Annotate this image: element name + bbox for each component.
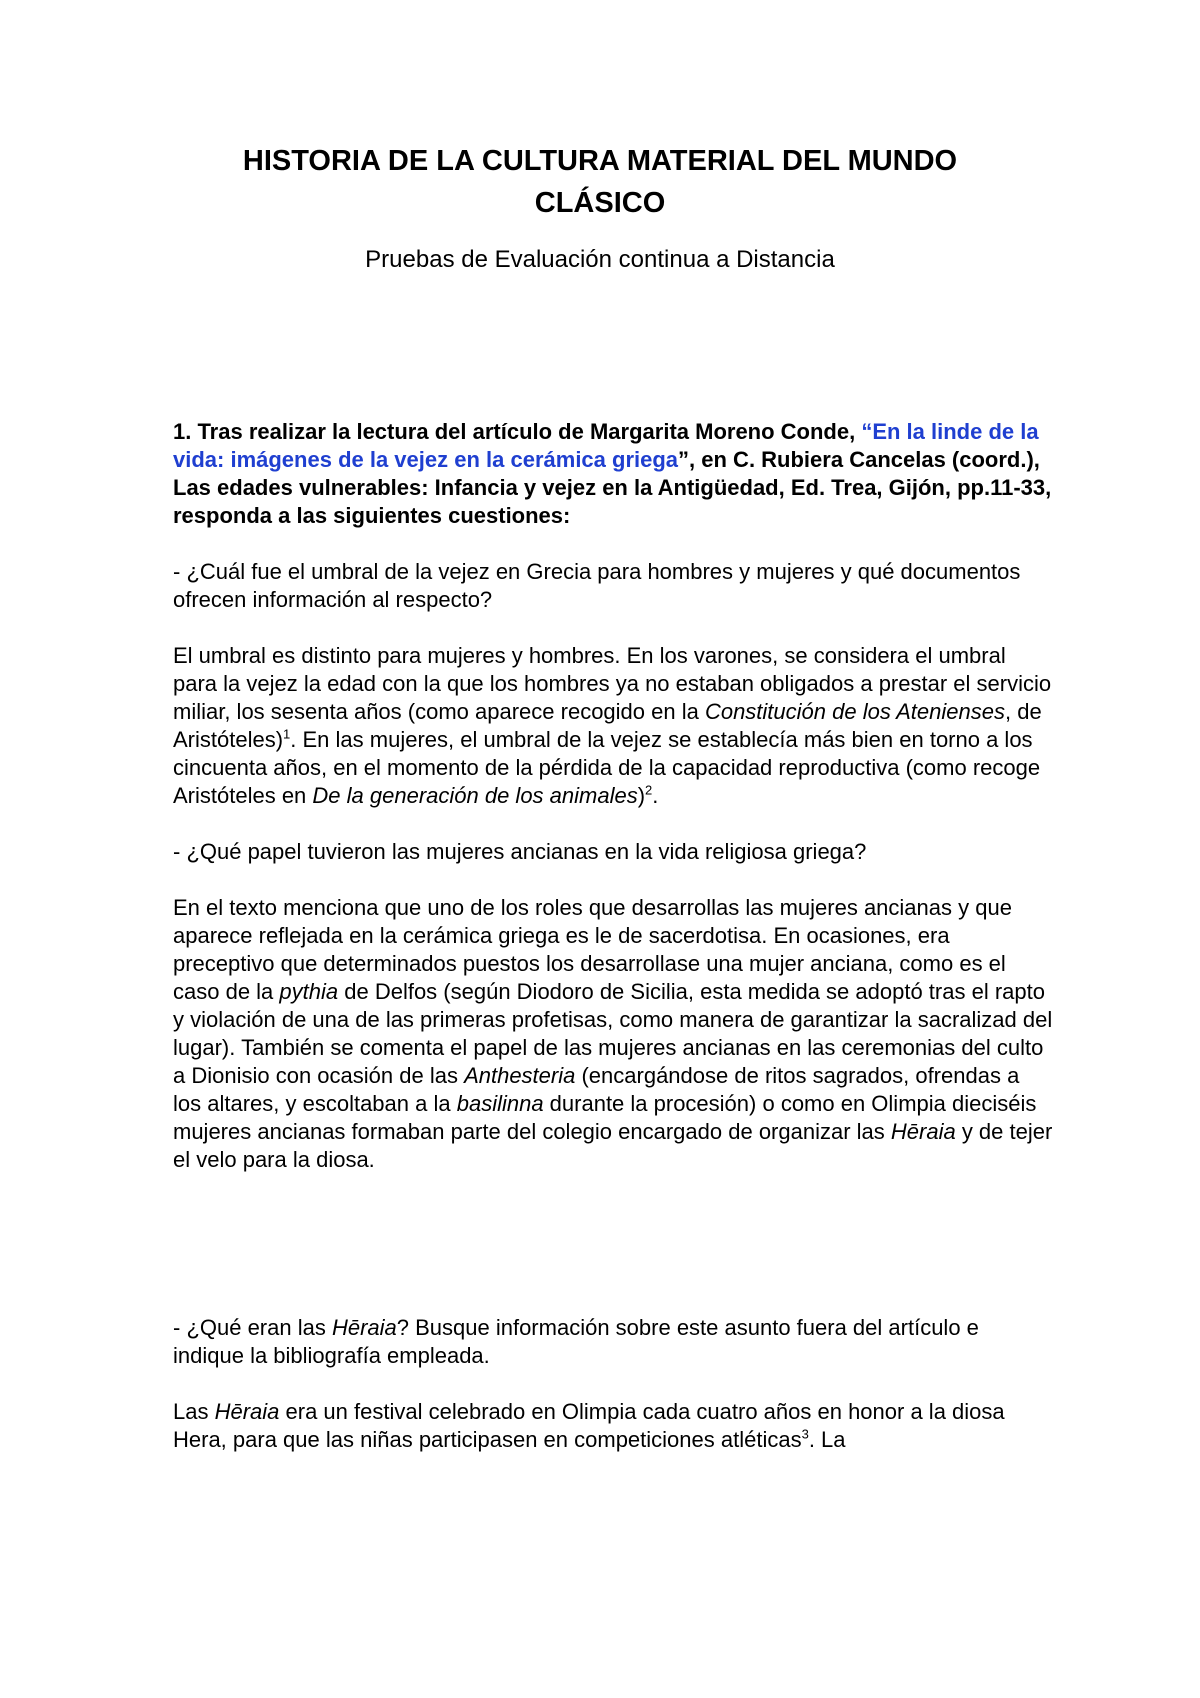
answer-1a-text: ) — [637, 783, 646, 808]
document-subtitle: Pruebas de Evaluación continua a Distancia — [365, 246, 835, 273]
answer-1a-text: . En las mujeres, el umbral de la vejez se establecía más bien en torno a los cincuenta años, en el momento de la pérdida de la capacidad reproductiva (como recoge Aristóteles en — [173, 727, 1041, 808]
answer-1b-text: durante la procesión) o como en Olimpia dieciséis mujeres ancianas formaban parte del colegio encargado de organizar las — [173, 1091, 1037, 1144]
answer-1a-text: , de Aristóteles) — [173, 699, 1042, 752]
question-1c-text: - ¿Qué eran las — [173, 1315, 332, 1340]
spacer — [173, 866, 1053, 894]
spacer — [173, 1174, 1053, 1314]
title-line-1: HISTORIA DE LA CULTURA MATERIAL DEL MUNDO — [242, 145, 958, 177]
spacer — [173, 614, 1053, 642]
footnote-ref-1[interactable]: 1 — [283, 726, 291, 742]
spacer — [173, 1370, 1053, 1398]
answer-1c-text: . La — [808, 1427, 846, 1452]
question-1-intro: 1. Tras realizar la lectura del artículo de Margarita Moreno Conde, — [173, 419, 862, 444]
italic-term: Anthesteria — [464, 1063, 576, 1088]
answer-1b — [173, 894, 1053, 1174]
italic-term: Hēraia — [890, 1119, 956, 1144]
italic-term: Hēraia — [331, 1315, 397, 1340]
answer-1b-text: En el texto menciona que uno de los roles que desarrollas las mujeres ancianas y que aparece reflejada en la cerámica griega es le de sacerdotisa. En ocasiones, era preceptivo que determinados puestos los desarrollase una mujer anciana, como es el caso de la — [173, 895, 1012, 1004]
footnote-ref-3[interactable]: 3 — [801, 1426, 809, 1442]
answer-1a-text: El umbral es distinto para mujeres y hombres. En los varones, se considera el umbral para la vejez la edad con la que los hombres ya no estaban obligados a prestar el servicio miliar, los sesenta años (como aparece recogido en la — [173, 643, 1052, 724]
footnote-ref-2[interactable]: 2 — [645, 782, 653, 798]
answer-1b-text: y de tejer el velo para la diosa. — [173, 1119, 1053, 1172]
answer-1a — [173, 642, 1053, 810]
italic-term: basilinna — [456, 1091, 544, 1116]
title-line-2: CLÁSICO — [534, 187, 666, 219]
question-1a: - ¿Cuál fue el umbral de la vejez en Grecia para hombres y mujeres y qué documentos ofrecen información al respecto? — [173, 559, 1021, 612]
answer-1b-text: (encargándose de ritos sagrados, ofrendas a los altares, y escoltaban a la — [173, 1063, 1020, 1116]
italic-term: Hēraia — [214, 1399, 280, 1424]
question-1c-text: ? Busque información sobre este asunto fuera del artículo e indique la bibliografía empleada. — [173, 1315, 979, 1368]
answer-1b-text: de Delfos (según Diodoro de Sicilia, esta medida se adoptó tras el rapto y violación de una de las primeras profetisas, como manera de garantizar la sacralizad del lugar). También se comenta el papel de las mujeres ancianas en las ceremonias del culto a Dionisio con ocasión de las — [173, 979, 1053, 1088]
answer-1a-text: . — [652, 783, 659, 808]
document-body — [173, 418, 1053, 1454]
italic-term: pythia — [279, 979, 339, 1004]
question-1-intro-rest: ”, en C. Rubiera Cancelas (coord.), Las edades vulnerables: Infancia y vejez en la Antigüedad, Ed. Trea, Gijón, pp.11-33, responda a las siguientes cuestiones: — [173, 447, 1052, 528]
question-1b: - ¿Qué papel tuvieron las mujeres ancianas en la vida religiosa griega? — [173, 839, 867, 864]
question-1c — [173, 1314, 1053, 1370]
document-title — [150, 140, 1050, 224]
question-1-heading — [173, 418, 1053, 530]
answer-1c — [173, 1398, 1053, 1454]
answer-1c-text: Las — [173, 1399, 215, 1424]
spacer — [173, 530, 1053, 558]
work-title: De la generación de los animales — [312, 783, 638, 808]
answer-1c-text: era un festival celebrado en Olimpia cada cuatro años en honor a la diosa Hera, para que las niñas participasen en competiciones atléticas — [173, 1399, 1005, 1452]
article-title-link[interactable]: “En la linde de la vida: imágenes de la vejez en la cerámica griega — [173, 419, 1039, 472]
spacer — [173, 810, 1053, 838]
work-title: Constitución de los Atenienses — [704, 699, 1005, 724]
